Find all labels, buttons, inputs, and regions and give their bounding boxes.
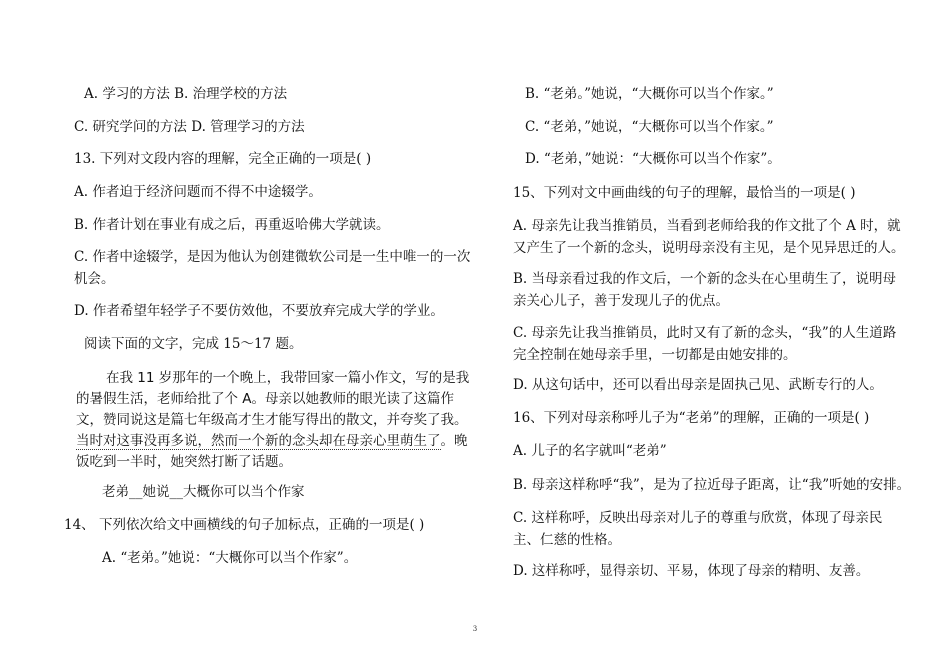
q15-option-d: D. 从这句话中，还可以看出母亲是固执己见、武断专行的人。	[513, 377, 883, 393]
q13-option-c: C. 作者中途辍学，是因为他认为创建微软公司是一生中唯一的一次机会。	[74, 249, 471, 287]
q16-option-a: A. 儿子的名字就叫“老弟”	[513, 443, 667, 459]
q14-option-a: A. “老弟。”她说：“大概你可以当个作家”。	[102, 550, 358, 566]
quote-line: 老弟__她说__大概你可以当个作家	[102, 484, 305, 500]
q15-stem: 15、下列对文中画曲线的句子的理解，最恰当的一项是( )	[513, 185, 856, 201]
page-number: 3	[472, 625, 478, 633]
q16-option-d: D. 这样称呼，显得亲切、平易，体现了母亲的精明、友善。	[513, 563, 870, 579]
q15-option-c: C. 母亲先让我当推销员，此时又有了新的念头，“我”的人生道路完全控制在她母亲手里，一切都是由她安排的。	[513, 325, 897, 363]
q15-option-b: B. 当母亲看过我的作文后，一个新的念头在心里萌生了，说明母亲关心儿子，善于发现儿子的优点。	[513, 271, 897, 309]
q16-option-c: C. 这样称呼，反映出母亲对儿子的尊重与欣赏，体现了母亲民主、仁慈的性格。	[513, 510, 883, 548]
q15-option-a: A. 母亲先让我当推销员，当看到老师给我的作文批了个 A 时，就又产生了一个新的念头，说明母亲没有主见，是个见异思迁的人。	[513, 218, 905, 256]
passage-underlined-sentence: 当时对这事没再多说，然而一个新的念头却在母亲心里萌生了	[76, 433, 441, 449]
q13-option-a: A. 作者迫于经济问题而不得不中途辍学。	[74, 184, 322, 200]
passage-text-1: 在我 11 岁那年的一个晚上，我带回家一篇小作文，写的是我的暑假生活，老师给批了个 A。母亲以她教师的眼光读了这篇作文，赞同说这是篇七年级高才生才能写得出的散文，并夸奖了我。	[76, 370, 470, 428]
q13-option-b: B. 作者计划在事业有成之后，再重返哈佛大学就读。	[74, 217, 390, 233]
reading-passage	[76, 368, 470, 473]
q14-option-d: D. “老弟，”她说：“大概你可以当个作家”。	[525, 151, 781, 167]
q14-option-c: C. “老弟，”她说，“大概你可以当个作家。”	[525, 119, 774, 135]
q12-options-ab: A. 学习的方法 B. 治理学校的方法	[84, 86, 288, 102]
passage-text-2: 。晚饭吃到一半时，她突然打断了话题。	[76, 433, 468, 470]
q14-option-b: B. “老弟。”她说，“大概你可以当个作家。”	[525, 86, 774, 102]
q16-option-b: B. 母亲这样称呼“我”，是为了拉近母子距离，让“我”听她的安排。	[513, 477, 911, 493]
reading-intro: 阅读下面的文字，完成 15～17 题。	[84, 336, 303, 352]
q16-stem: 16、下列对母亲称呼儿子为“老弟”的理解，正确的一项是( )	[513, 410, 870, 426]
q13-stem: 13. 下列对文段内容的理解，完全正确的一项是( )	[74, 151, 372, 167]
q14-stem: 14、 下列依次给文中画横线的句子加标点，正确的一项是( )	[64, 517, 425, 533]
q13-option-d: D. 作者希望年轻学子不要仿效他，不要放弃完成大学的学业。	[74, 303, 444, 319]
q12-options-cd: C. 研究学问的方法 D. 管理学习的方法	[74, 119, 305, 135]
